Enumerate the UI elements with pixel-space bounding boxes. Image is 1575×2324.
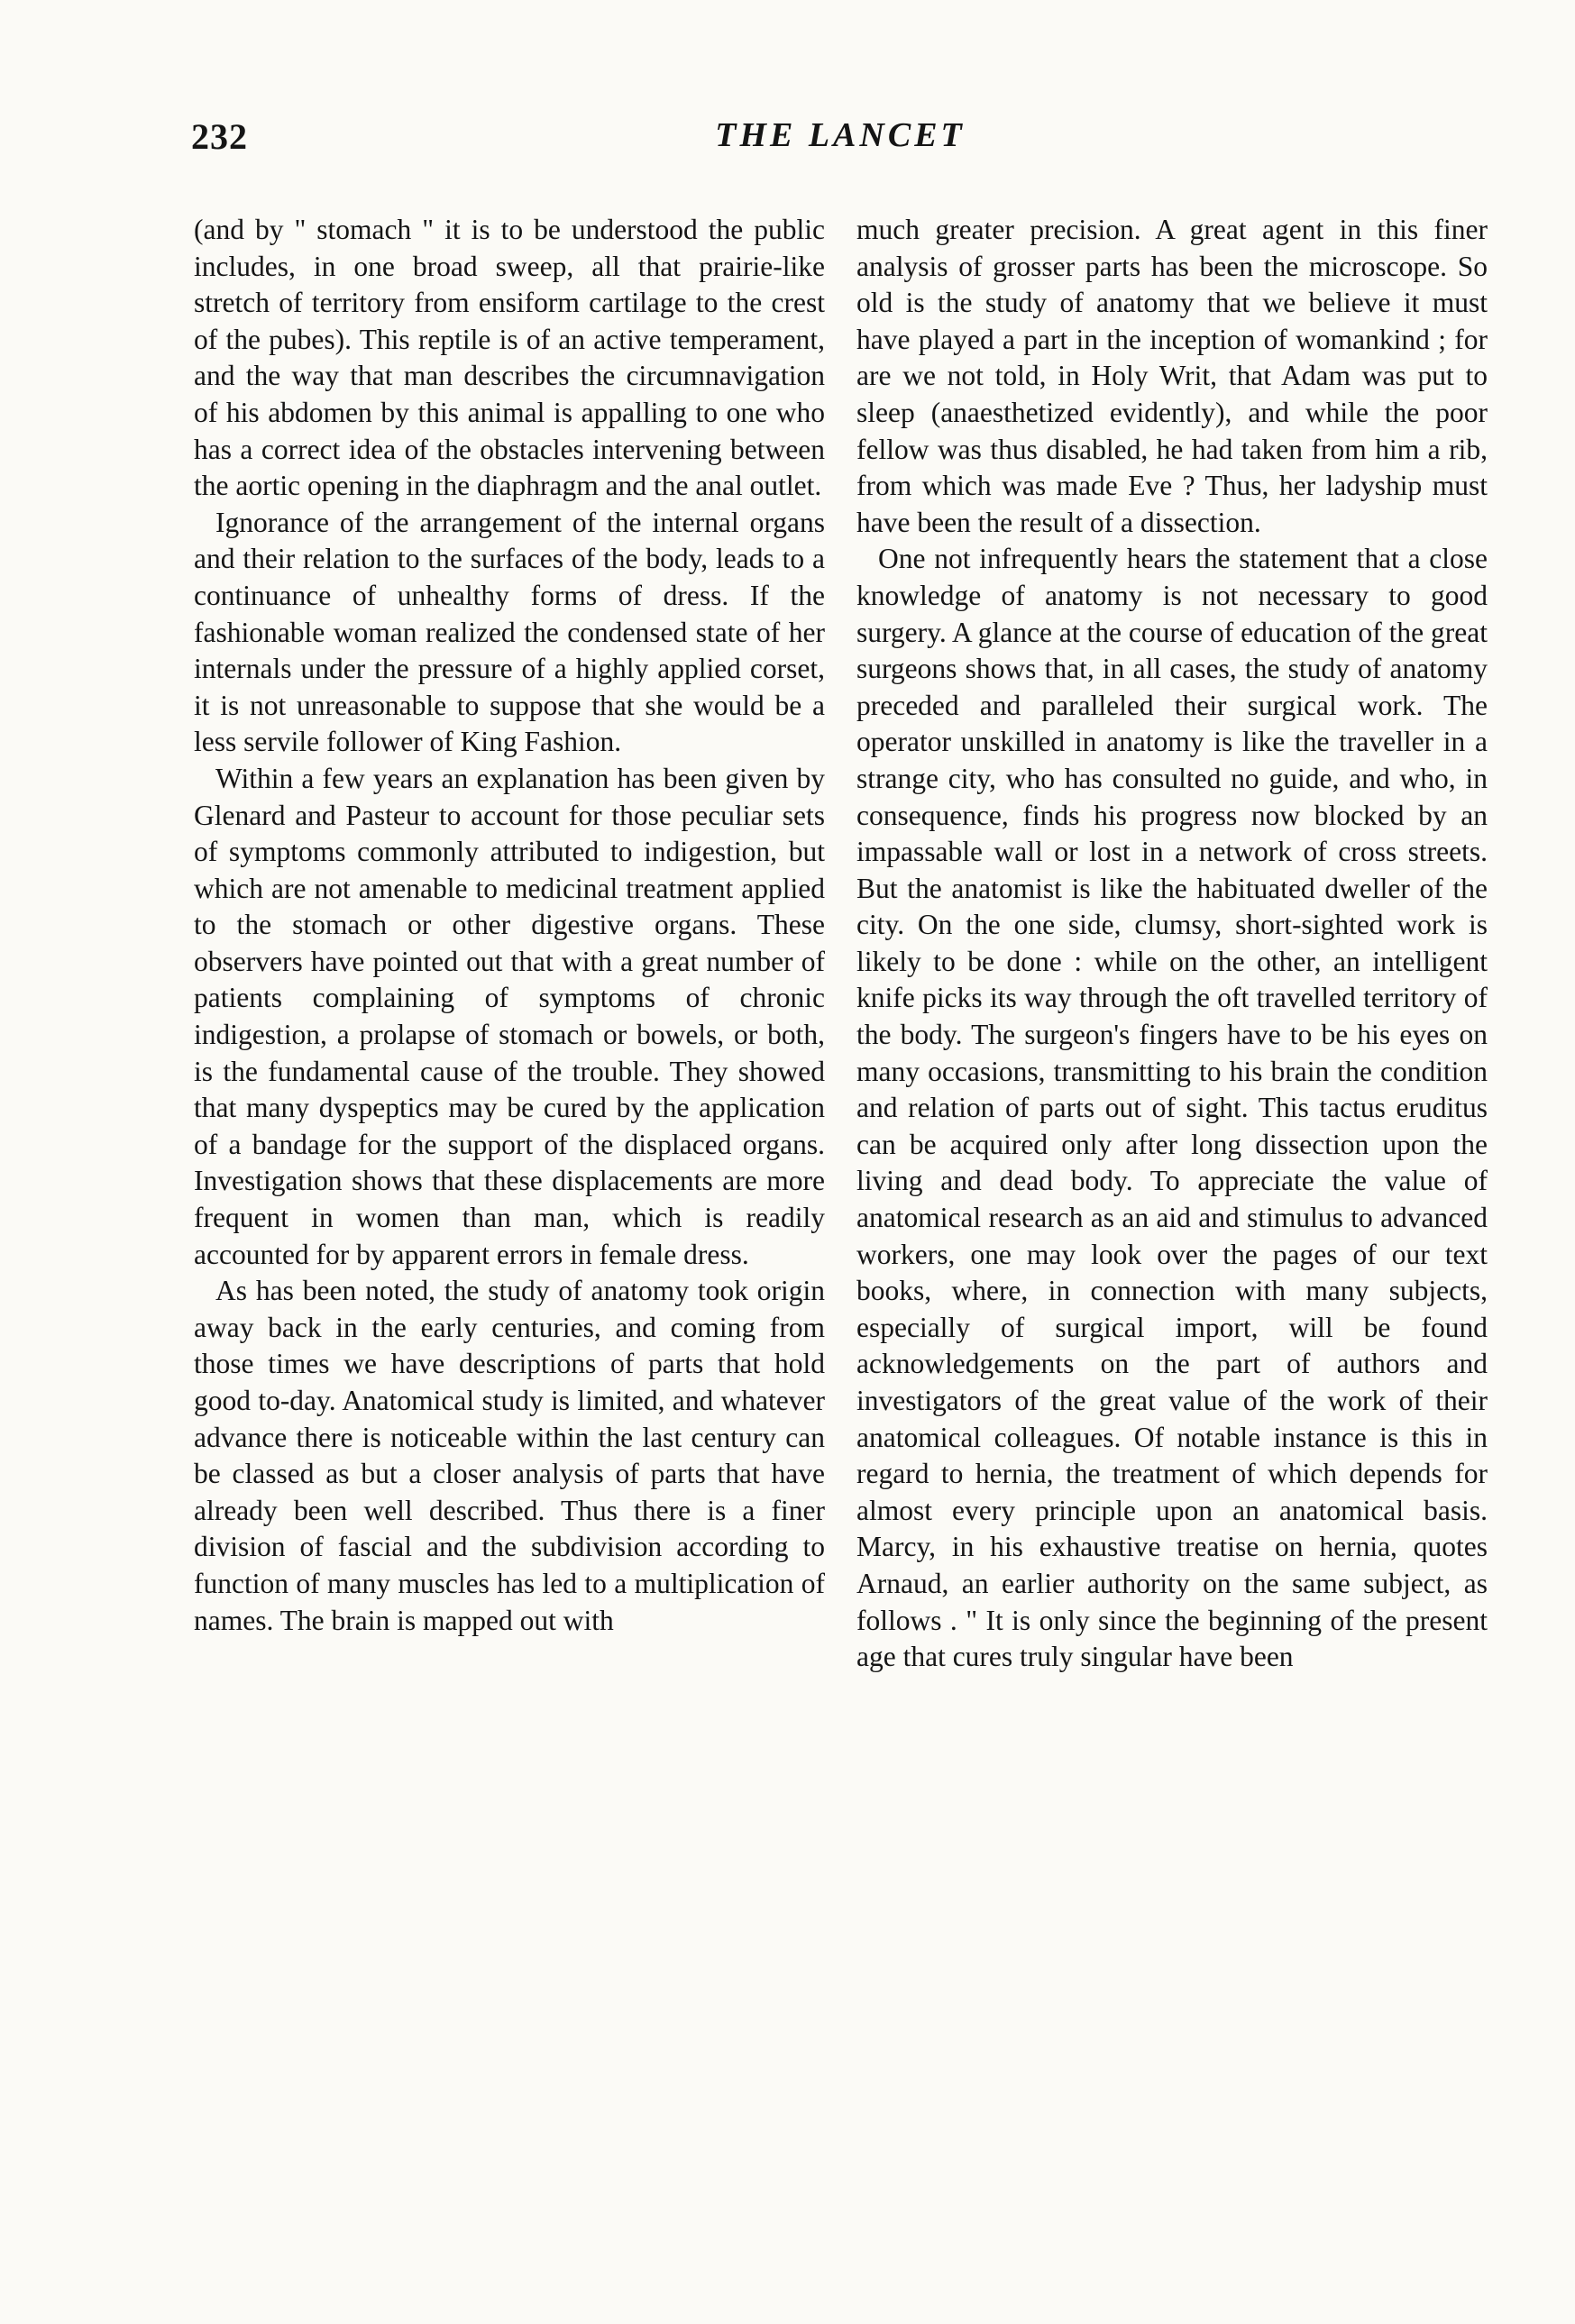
paragraph: One not infrequently hears the statement that a close knowledge of anatomy is not necessary to good surgery. A glance at the course of education of the great surgeons shows that, in all cases, the study of anatomy preceded and paralleled their surgical work. The operator unskilled in anatomy is like the traveller in a strange city, who has consulted no guide, and who, in consequence, finds his progress now blocked by an impassable wall or lost in a network of cross streets. But the anatomist is like the habituated dweller of the city. On the one side, clumsy, short-sighted work is likely to be done : while on the other, an intelligent knife picks its way through the oft travelled territory of the body. The surgeon's fingers have to be his eyes on many occasions, transmitting to his brain the condition and relation of parts out of sight. This tactus eruditus can be acquired only after long dissection upon the living and dead body. To appreciate the value of anatomical research as an aid and stimulus to advanced workers, one may look over the pages of our text books, where, in connection with many subjects, especially of surgical import, will be found acknowledgements on the part of authors and investigators of the great value of the work of their anatomical colleagues. Of notable instance is this in regard to hernia, the treatment of which depends for almost every principle upon an anatomical basis. Marcy, in his exhaustive treatise on hernia, quotes Arnaud, an earlier authority on the same subject, as follows . " It is only since the beginning of the present age that cures truly singular have been xyxy=(856,543,1488,1673)
paragraph: Within a few years an explanation has been given by Glenard and Pasteur to account for those peculiar sets of symptoms commonly attributed to indigestion, but which are not amenable to medicinal treatment applied to the stomach or other digestive organs. These observers have pointed out that with a great number of patients complaining of symptoms of chronic indigestion, a prolapse of stomach or bowels, or both, is the fundamental cause of the trouble. They showed that many dyspeptics may be cured by the application of a bandage for the support of the displaced organs. Investigation shows that these displacements are more frequent in women than man, which is readily accounted for by apparent errors in female dress. xyxy=(194,762,825,1270)
paragraph: (and by " stomach " it is to be understood the public includes, in one broad sweep, all that prairie-like stretch of territory from ensiform cartilage to the crest of the pubes). This reptile is of an active temperament, and the way that man describes the circumnavigation of his abdomen by this animal is appalling to one who has a correct idea of the obstacles intervening between the aortic opening in the diaphragm and the anal outlet. xyxy=(194,214,825,502)
left-column xyxy=(194,212,825,1639)
right-column xyxy=(856,212,1488,1676)
journal-title: THE LANCET xyxy=(715,116,966,154)
paragraph: Ignorance of the arrangement of the internal organs and their relation to the surfaces of the body, leads to a continuance of unhealthy forms of dress. If the fashionable woman realized the condensed state of her internals under the pressure of a highly applied corset, it is not unreasonable to suppose that she would be a less servile follower of King Fashion. xyxy=(194,506,825,758)
paragraph: much greater precision. A great agent in this finer analysis of grosser parts has been the microscope. So old is the study of anatomy that we believe it must have played a part in the inception of womankind ; for are we not told, in Holy Writ, that Adam was put to sleep (anaesthetized evidently), and while the poor fellow was thus disabled, he had taken from him a rib, from which was made Eve ? Thus, her ladyship must have been the result of a dissection. xyxy=(856,214,1488,538)
page-number: 232 xyxy=(191,116,248,157)
page-header xyxy=(191,115,1489,169)
paragraph: As has been noted, the study of anatomy took origin away back in the early centuries, and coming from those times we have descriptions of parts that hold good to-day. Anatomical study is limited, and whatever advance there is noticeable within the last century can be classed as but a closer analysis of parts that have already been well described. Thus there is a finer division of fascial and the subdivision according to function of many muscles has led to a multiplication of names. The brain is mapped out with xyxy=(194,1275,825,1636)
